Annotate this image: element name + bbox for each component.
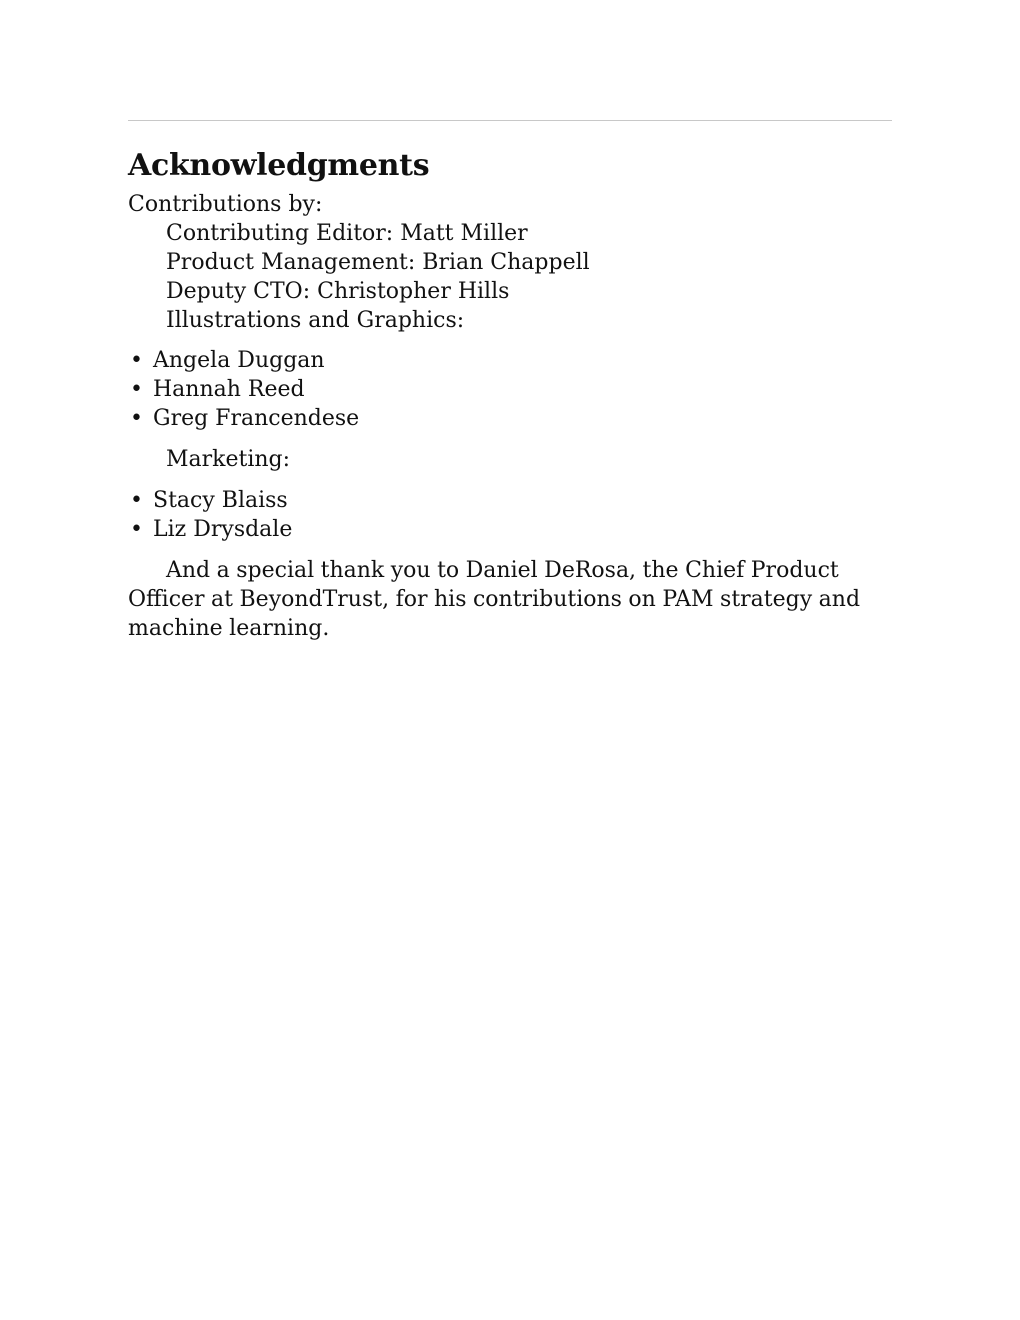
illustrator-name: Greg Francendese bbox=[153, 406, 360, 431]
role-illustrations: Illustrations and Graphics: bbox=[166, 308, 465, 333]
marketing-list bbox=[128, 486, 292, 544]
list-item bbox=[128, 375, 359, 404]
illustrator-name: Angela Duggan bbox=[153, 348, 325, 373]
list-item bbox=[128, 346, 359, 375]
role-contributing-editor: Contributing Editor: Matt Miller bbox=[166, 221, 528, 246]
closing-paragraph: And a special thank you to Daniel DeRosa, the Chief Product Officer at BeyondTrust, for his contributions on PAM strategy and machine learning. bbox=[128, 558, 861, 641]
bullet-icon: • bbox=[130, 517, 143, 542]
section-heading: Acknowledgments bbox=[128, 148, 430, 183]
role-product-management: Product Management: Brian Chappell bbox=[166, 250, 590, 275]
marketing-name: Stacy Blaiss bbox=[153, 488, 288, 513]
list-item bbox=[128, 486, 292, 515]
marketing-label: Marketing: bbox=[166, 447, 291, 472]
bullet-icon: • bbox=[130, 406, 143, 431]
roles-list bbox=[166, 219, 590, 335]
role-deputy-cto: Deputy CTO: Christopher Hills bbox=[166, 279, 510, 304]
horizontal-rule bbox=[128, 120, 892, 121]
contributions-lead: Contributions by: bbox=[128, 192, 323, 217]
bullet-icon: • bbox=[130, 348, 143, 373]
illustrator-name: Hannah Reed bbox=[153, 377, 305, 402]
list-item bbox=[128, 404, 359, 433]
illustrators-list bbox=[128, 346, 359, 433]
bullet-icon: • bbox=[130, 377, 143, 402]
marketing-name: Liz Drysdale bbox=[153, 517, 293, 542]
list-item bbox=[128, 515, 292, 544]
bullet-icon: • bbox=[130, 488, 143, 513]
